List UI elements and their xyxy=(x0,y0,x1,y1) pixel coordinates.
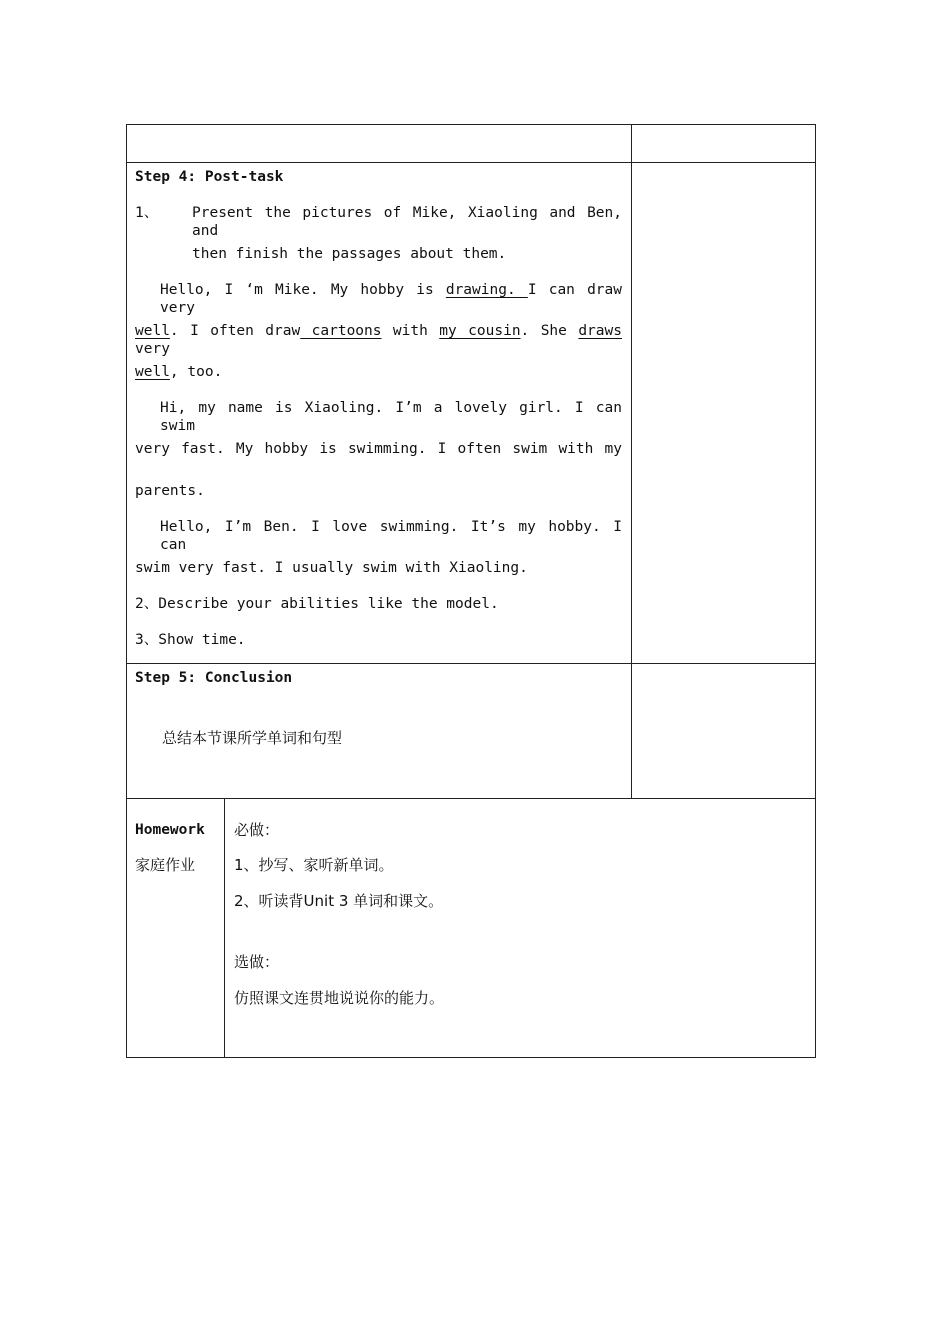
mike-blank-well: well xyxy=(135,323,170,339)
xiaoling-passage-line2: very fast. My hobby is swimming. I often swim with my xyxy=(135,441,622,457)
item1-number: 1、 xyxy=(135,205,159,221)
mike-blank-hobby: drawing. xyxy=(445,282,528,298)
mike-passage-line1 xyxy=(160,281,622,317)
step5-heading: Step 5: Conclusion xyxy=(135,670,293,686)
row-divider-3 xyxy=(126,798,816,799)
column-divider-homework xyxy=(224,798,225,1058)
homework-optional-1: 仿照课文连贯地说说你的能力。 xyxy=(234,989,445,1007)
row-divider-2 xyxy=(126,663,816,664)
mike-passage-line2 xyxy=(135,322,622,358)
item3-text: 3、Show time. xyxy=(135,632,246,648)
mike-text: very xyxy=(135,341,170,357)
ben-passage-line1: Hello, I’m Ben. I love swimming. It’s my hobby. I can xyxy=(160,519,622,553)
mike-text: with xyxy=(381,323,440,339)
homework-label-cn: 家庭作业 xyxy=(135,856,196,874)
mike-blank-cousin: my cousin xyxy=(439,323,521,339)
homework-required-2: 2、听读背Unit 3 单词和课文。 xyxy=(234,892,444,910)
homework-required-title: 必做： xyxy=(234,821,280,839)
table-border-left xyxy=(126,124,127,1058)
table-border-bottom xyxy=(126,1057,816,1058)
xiaoling-passage-line1: Hi, my name is Xiaoling. I’m a lovely girl. I can swim xyxy=(160,400,622,434)
mike-blank-well-2: well xyxy=(135,364,170,380)
item2-text: 2、Describe your abilities like the model. xyxy=(135,596,499,612)
mike-text: I can draw very xyxy=(160,282,622,316)
mike-text: . She xyxy=(520,323,579,339)
table-border-right xyxy=(815,124,816,1058)
ben-passage-line2: swim very fast. I usually swim with Xiaoling. xyxy=(135,560,528,576)
mike-blank-cartoons: cartoons xyxy=(300,323,382,339)
table-border-top xyxy=(126,124,816,125)
step4-heading: Step 4: Post-task xyxy=(135,169,284,185)
mike-passage-line3 xyxy=(135,363,222,381)
row-divider-1 xyxy=(126,162,816,163)
homework-optional-title: 选做： xyxy=(234,953,280,971)
homework-label-en: Homework xyxy=(135,822,205,838)
item1-line2: then finish the passages about them. xyxy=(192,246,507,262)
homework-required-1: 1、抄写、家听新单词。 xyxy=(234,856,394,874)
xiaoling-passage-line3: parents. xyxy=(135,483,205,499)
mike-text: Hello, I ‘m Mike. My hobby is xyxy=(160,282,446,298)
mike-text: . I often draw xyxy=(169,323,301,339)
step5-summary: 总结本节课所学单词和句型 xyxy=(162,729,343,747)
column-divider-notes xyxy=(631,124,632,799)
item1-line1: Present the pictures of Mike, Xiaoling and Ben, and xyxy=(192,205,622,239)
mike-blank-draws: draws xyxy=(578,323,622,339)
mike-text: , too. xyxy=(169,364,223,380)
